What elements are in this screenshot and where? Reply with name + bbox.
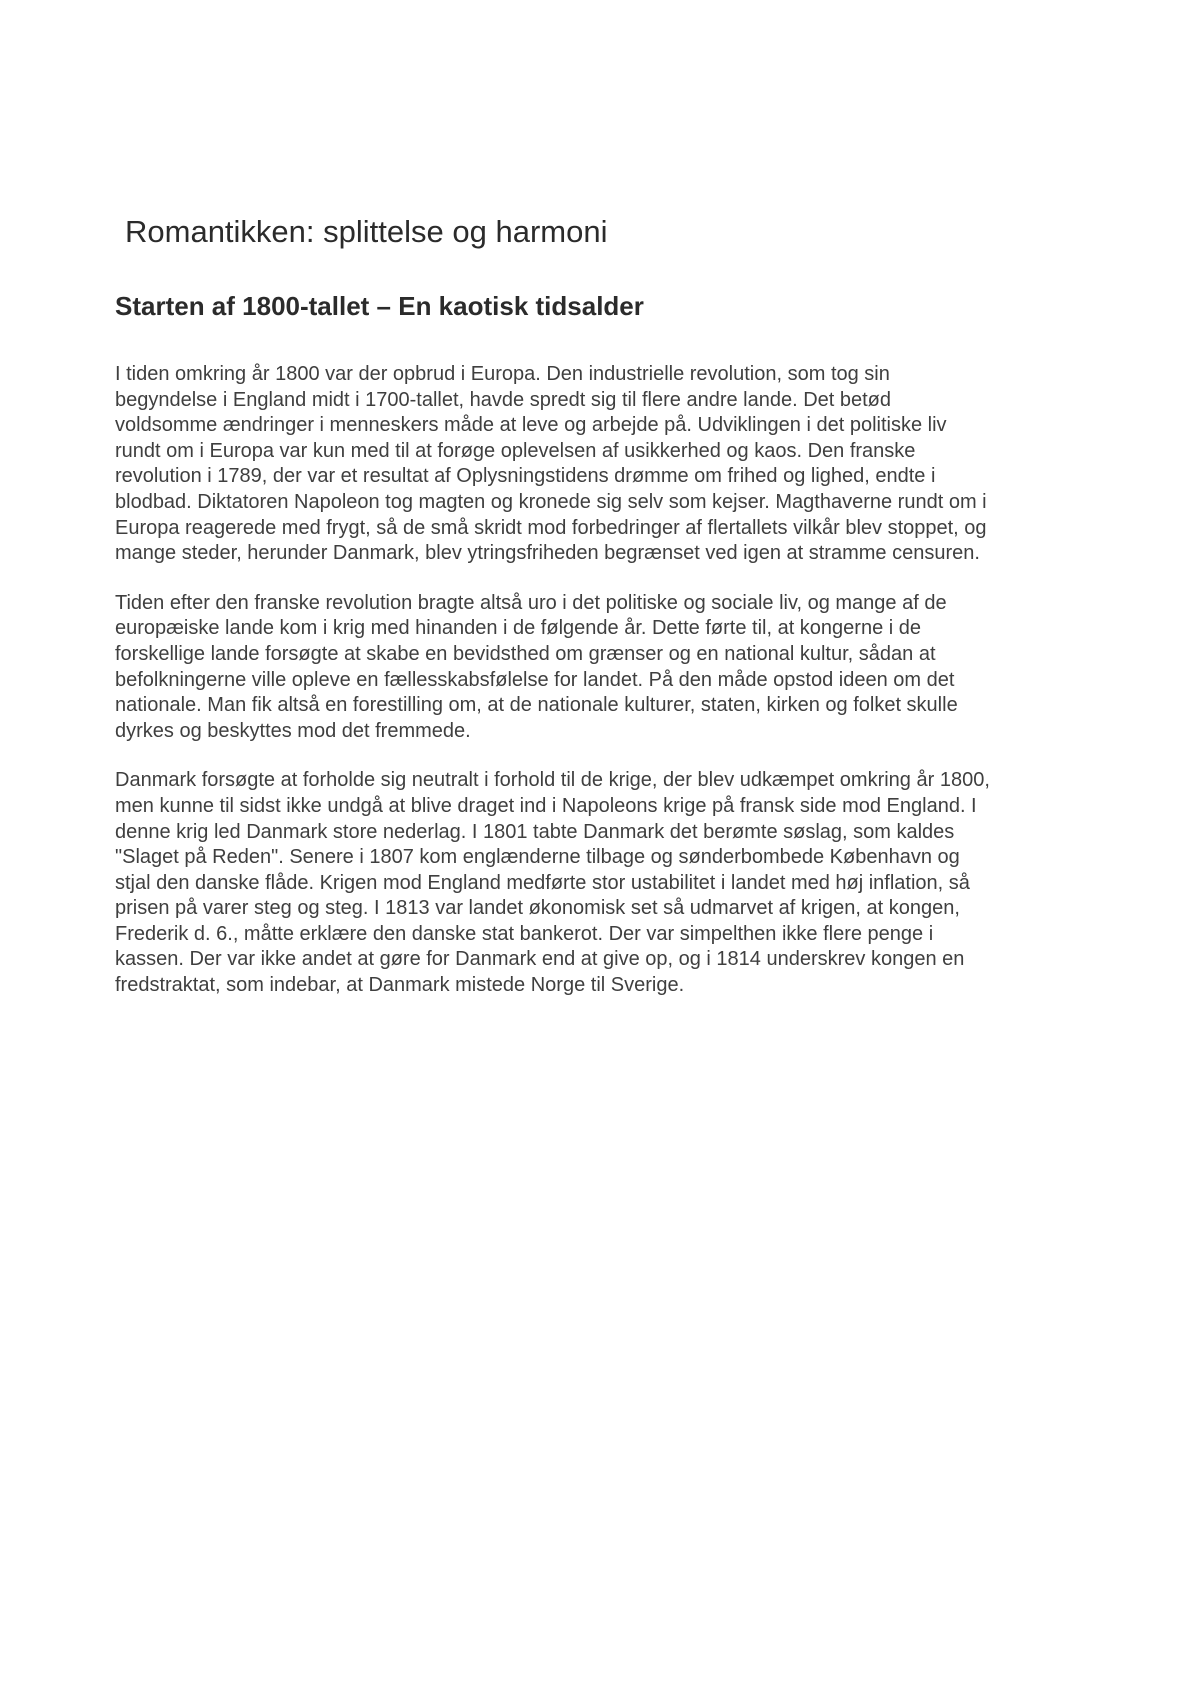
text-line: kassen. Der var ikke andet at gøre for Danmark end at give op, og i 1814 underskrev kongen en <box>115 948 965 971</box>
text-line: Tiden efter den franske revolution bragte altså uro i det politiske og sociale liv, og mange af de <box>115 591 947 614</box>
text-line: denne krig led Danmark store nederlag. I 1801 tabte Danmark det berømte søslag, som kaldes <box>115 820 955 843</box>
paragraph-3 <box>115 768 1095 998</box>
text-line: Frederik d. 6., måtte erklære den danske stat bankerot. Der var simpelthen ikke flere penge i <box>115 922 934 945</box>
paragraph-1 <box>115 362 1095 567</box>
text-line: men kunne til sidst ikke undgå at blive draget ind i Napoleons krige på fransk side mod England. I <box>115 794 977 817</box>
text-line: "Slaget på Reden". Senere i 1807 kom englænderne tilbage og sønderbombede København og <box>115 846 960 869</box>
text-line: prisen på varer steg og steg. I 1813 var landet økonomisk set så udmarvet af krigen, at kongen, <box>115 897 960 920</box>
text-line: europæiske lande kom i krig med hinanden i de følgende år. Dette førte til, at kongerne i de <box>115 617 922 640</box>
text-line: Danmark forsøgte at forholde sig neutralt i forhold til de krige, der blev udkæmpet omkring år 1800, <box>115 769 990 792</box>
text-line: voldsomme ændringer i menneskers måde at leve og arbejde på. Udviklingen i det politiske liv <box>115 414 947 437</box>
text-line: stjal den danske flåde. Krigen mod England medførte stor ustabilitet i landet med høj inflation, så <box>115 871 970 894</box>
text-line: befolkningerne ville opleve en fællesskabsfølelse for landet. På den måde opstod ideen om det <box>115 668 955 691</box>
text-line: mange steder, herunder Danmark, blev ytringsfriheden begrænset ved igen at stramme censuren. <box>115 542 980 565</box>
text-line: rundt om i Europa var kun med til at forøge oplevelsen af usikkerhed og kaos. Den franske <box>115 439 916 462</box>
text-line: dyrkes og beskyttes mod det fremmede. <box>115 719 471 742</box>
text-line: I tiden omkring år 1800 var der opbrud i Europa. Den industrielle revolution, som tog sin <box>115 363 890 385</box>
body-text <box>115 362 1095 1023</box>
paragraph-2 <box>115 591 1095 745</box>
text-line: nationale. Man fik altså en forestilling om, at de nationale kulturer, staten, kirken og folket skulle <box>115 694 958 717</box>
section-heading: Starten af 1800-tallet – En kaotisk tidsalder <box>115 291 644 321</box>
text-line: begyndelse i England midt i 1700-tallet, havde spredt sig til flere andre lande. Det betød <box>115 388 892 411</box>
text-line: forskellige lande forsøgte at skabe en bevidsthed om grænser og en national kultur, sådan at <box>115 642 936 665</box>
text-line: fredstraktat, som indebar, at Danmark mistede Norge til Sverige. <box>115 974 685 997</box>
text-line: blodbad. Diktatoren Napoleon tog magten og kronede sig selv som kejser. Magthaverne rundt om i <box>115 490 987 513</box>
document-title: Romantikken: splittelse og harmoni <box>125 214 608 249</box>
text-line: Europa reagerede med frygt, så de små skridt mod forbedringer af flertallets vilkår blev stoppet, og <box>115 516 987 539</box>
text-line: revolution i 1789, der var et resultat af Oplysningstidens drømme om frihed og lighed, endte i <box>115 465 936 488</box>
